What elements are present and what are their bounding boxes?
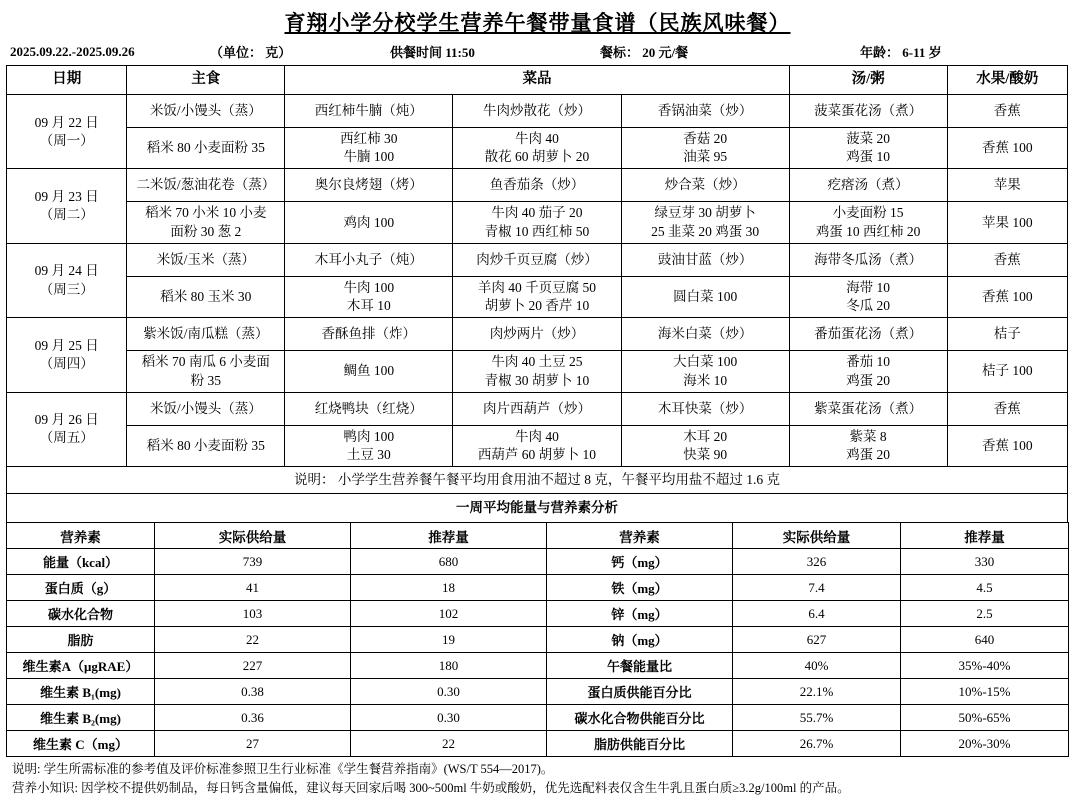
nutrient-actual-2: 6.4 [733,601,901,627]
soup-amt-3: 番茄 10 鸡蛋 20 [789,351,947,392]
page-title: 育翔小学分校学生营养午餐带量食谱（民族风味餐） [284,11,791,35]
nutrient-actual-2: 40% [733,653,901,679]
dish1-amt-0: 西红柿 30 牛腩 100 [285,128,453,169]
nutrient-recommended-2: 4.5 [901,575,1069,601]
dish3-amt-0: 香菇 20 油菜 95 [621,128,789,169]
nutrient-name-2: 午餐能量比 [547,653,733,679]
table-row [7,575,1069,601]
nutrient-name: 维生素 C（mg） [7,731,155,757]
staple-amt-0: 稻米 80 小麦面粉 35 [127,128,285,169]
nutri-header-0: 营养素 [7,523,155,549]
nutrient-name-2: 锌（mg） [547,601,733,627]
nutri-header-2: 推荐量 [351,523,547,549]
soup-name-3: 番茄蛋花汤（煮） [789,318,947,351]
nutrient-actual: 41 [155,575,351,601]
table-row [7,705,1069,731]
dish2-amt-1: 牛肉 40 茄子 20 青椒 10 西红柿 50 [453,202,621,243]
table-row [7,627,1069,653]
nutrient-recommended: 180 [351,653,547,679]
nutrient-name: 维生素 B₁(mg) [7,679,155,705]
dish2-name-3: 肉炒两片（炒） [453,318,621,351]
staple-amt-2: 稻米 80 玉米 30 [127,276,285,317]
nutrition-table [6,522,1069,757]
nutrient-recommended: 0.30 [351,705,547,731]
soup-amt-4: 紫菜 8 鸡蛋 20 [789,425,947,466]
table-row [7,243,1068,276]
nutrient-name-2: 蛋白质供能百分比 [547,679,733,705]
fruit-amt-2: 香蕉 100 [947,276,1067,317]
fruit-name-0: 香蕉 [947,95,1067,128]
nutrient-actual: 0.38 [155,679,351,705]
nutrient-recommended-2: 35%-40% [901,653,1069,679]
footer-notes [6,757,1073,797]
nutrient-recommended: 19 [351,627,547,653]
nutrient-recommended: 680 [351,549,547,575]
nutri-header-3: 营养素 [547,523,733,549]
nutrient-actual-2: 55.7% [733,705,901,731]
unit-label: （单位： 克） [210,45,292,60]
table-row [7,95,1068,128]
dish3-name-2: 豉油甘蓝（炒） [621,243,789,276]
footer-standard-note: 说明: 学生所需标准的参考值及评价标准参照卫生行业标准《学生餐营养指南》(WS/T 554—2017)。 [12,762,554,777]
dish2-amt-2: 羊肉 40 千页豆腐 50 胡萝卜 20 香芹 10 [453,276,621,317]
table-row [7,169,1068,202]
nutrient-recommended-2: 20%-30% [901,731,1069,757]
table-row [7,601,1069,627]
weekly-menu-table [6,65,1068,523]
dish2-amt-3: 牛肉 40 土豆 25 青椒 30 胡萝卜 10 [453,351,621,392]
dish1-amt-4: 鸭肉 100 土豆 30 [285,425,453,466]
day-date-1: 09 月 23 日 （周二） [7,169,127,243]
table-row [7,128,1068,169]
nutrient-name: 维生素 B₂(mg) [7,705,155,731]
dish3-amt-2: 圆白菜 100 [621,276,789,317]
nutrient-actual: 739 [155,549,351,575]
dish2-name-1: 鱼香茄条（炒） [453,169,621,202]
fruit-name-2: 香蕉 [947,243,1067,276]
nutrient-recommended: 22 [351,731,547,757]
nutrient-name: 碳水化合物 [7,601,155,627]
table-row [7,351,1068,392]
nutrient-actual-2: 627 [733,627,901,653]
nutrient-recommended: 102 [351,601,547,627]
staple-name-0: 米饭/小馒头（蒸） [127,95,285,128]
dish1-name-0: 西红柿牛腩（炖） [285,95,453,128]
nutri-header-1: 实际供给量 [155,523,351,549]
analysis-title: 一周平均能量与营养素分析 [7,494,1068,523]
nutrient-recommended-2: 50%-65% [901,705,1069,731]
nutrient-name: 蛋白质（g） [7,575,155,601]
oil-salt-note: 说明： 小学学生营养餐午餐平均用食用油不超过 8 克，午餐平均用盐不超过 1.6 克 [7,467,1068,494]
nutrient-recommended: 0.30 [351,679,547,705]
day-date-0: 09 月 22 日 （周一） [7,95,127,169]
nutrient-actual: 27 [155,731,351,757]
serve-time: 供餐时间 11:50 [390,45,475,60]
nutrient-actual-2: 22.1% [733,679,901,705]
header-date: 日期 [7,66,127,95]
fruit-name-3: 桔子 [947,318,1067,351]
table-row [7,549,1069,575]
day-date-2: 09 月 24 日 （周三） [7,243,127,317]
dish2-name-2: 肉炒千页豆腐（炒） [453,243,621,276]
header-soup: 汤/粥 [789,66,947,95]
nutrient-recommended-2: 10%-15% [901,679,1069,705]
nutrient-actual-2: 326 [733,549,901,575]
nutrient-actual-2: 7.4 [733,575,901,601]
dish3-name-3: 海米白菜（炒） [621,318,789,351]
dish1-amt-3: 鲷鱼 100 [285,351,453,392]
oil-salt-note-row [7,467,1068,494]
day-date-3: 09 月 25 日 （周四） [7,318,127,392]
nutrient-actual-2: 26.7% [733,731,901,757]
nutrient-name: 脂肪 [7,627,155,653]
dish1-amt-2: 牛肉 100 木耳 10 [285,276,453,317]
soup-name-0: 菠菜蛋花汤（煮） [789,95,947,128]
nutrient-recommended-2: 2.5 [901,601,1069,627]
nutrient-actual: 0.36 [155,705,351,731]
table-row [7,318,1068,351]
soup-amt-0: 菠菜 20 鸡蛋 10 [789,128,947,169]
table-row [7,202,1068,243]
table-row [7,425,1068,466]
header-staple: 主食 [127,66,285,95]
dish1-amt-1: 鸡肉 100 [285,202,453,243]
nutrient-recommended: 18 [351,575,547,601]
nutrient-name-2: 脂肪供能百分比 [547,731,733,757]
dish3-amt-1: 绿豆芽 30 胡萝卜 25 韭菜 20 鸡蛋 30 [621,202,789,243]
dish1-name-2: 木耳小丸子（炖） [285,243,453,276]
fruit-amt-1: 苹果 100 [947,202,1067,243]
staple-name-1: 二米饭/葱油花卷（蒸） [127,169,285,202]
dish3-name-0: 香锅油菜（炒） [621,95,789,128]
nutrient-name: 维生素A（μgRAE） [7,653,155,679]
fruit-amt-3: 桔子 100 [947,351,1067,392]
table-row [7,653,1069,679]
fruit-name-1: 苹果 [947,169,1067,202]
nutrient-actual: 227 [155,653,351,679]
staple-name-4: 米饭/小馒头（蒸） [127,392,285,425]
dish3-amt-4: 木耳 20 快菜 90 [621,425,789,466]
staple-name-3: 紫米饭/南瓜糕（蒸） [127,318,285,351]
dish2-name-0: 牛肉炒散花（炒） [453,95,621,128]
table-row [7,679,1069,705]
soup-name-2: 海带冬瓜汤（煮） [789,243,947,276]
analysis-title-row [7,494,1068,523]
dish2-name-4: 肉片西葫芦（炒） [453,392,621,425]
staple-amt-4: 稻米 80 小麦面粉 35 [127,425,285,466]
nutrient-name-2: 碳水化合物供能百分比 [547,705,733,731]
nutrient-recommended-2: 330 [901,549,1069,575]
soup-amt-1: 小麦面粉 15 鸡蛋 10 西红柿 20 [789,202,947,243]
soup-name-4: 紫菜蛋花汤（煮） [789,392,947,425]
staple-name-2: 米饭/玉米（蒸） [127,243,285,276]
fruit-amt-0: 香蕉 100 [947,128,1067,169]
soup-name-1: 疙瘩汤（煮） [789,169,947,202]
nutri-header-4: 实际供给量 [733,523,901,549]
nutri-header-5: 推荐量 [901,523,1069,549]
nutrient-name-2: 铁（mg） [547,575,733,601]
nutrient-recommended-2: 640 [901,627,1069,653]
staple-amt-1: 稻米 70 小米 10 小麦 面粉 30 葱 2 [127,202,285,243]
nutrient-name-2: 钙（mg） [547,549,733,575]
soup-amt-2: 海带 10 冬瓜 20 [789,276,947,317]
meta-row [6,42,1069,61]
nutrient-actual: 103 [155,601,351,627]
dish1-name-1: 奥尔良烤翅（烤） [285,169,453,202]
fruit-amt-4: 香蕉 100 [947,425,1067,466]
dish3-amt-3: 大白菜 100 海米 10 [621,351,789,392]
date-range: 2025.09.22.-2025.09.26 [10,43,135,59]
day-date-4: 09 月 26 日 （周五） [7,392,127,466]
age-range: 年龄： 6-11 岁 [860,45,942,60]
header-dishes: 菜品 [285,66,790,95]
dish2-amt-4: 牛肉 40 西葫芦 60 胡萝卜 10 [453,425,621,466]
table-row [7,731,1069,757]
fruit-name-4: 香蕉 [947,392,1067,425]
dish2-amt-0: 牛肉 40 散花 60 胡萝卜 20 [453,128,621,169]
nutrient-name-2: 钠（mg） [547,627,733,653]
nutrient-name: 能量（kcal） [7,549,155,575]
table-row [7,276,1068,317]
dish1-name-4: 红烧鸭块（红烧） [285,392,453,425]
footer-nutrition-tip: 营养小知识: 因学校不提供奶制品，每日钙含量偏低，建议每天回家后喝 300~500ml 牛奶或酸奶，优先选配料表仅含生牛乳且蛋白质≥3.2g/100ml 的产品。 [12,781,850,796]
table-row [7,392,1068,425]
dish3-name-4: 木耳快菜（炒） [621,392,789,425]
nutrient-actual: 22 [155,627,351,653]
header-fruit: 水果/酸奶 [947,66,1067,95]
staple-amt-3: 稻米 70 南瓜 6 小麦面 粉 35 [127,351,285,392]
dish3-name-1: 炒合菜（炒） [621,169,789,202]
nutrition-header-row [7,523,1069,549]
dish1-name-3: 香酥鱼排（炸） [285,318,453,351]
meal-standard: 餐标： 20 元/餐 [600,45,689,60]
menu-header-row [7,66,1068,95]
